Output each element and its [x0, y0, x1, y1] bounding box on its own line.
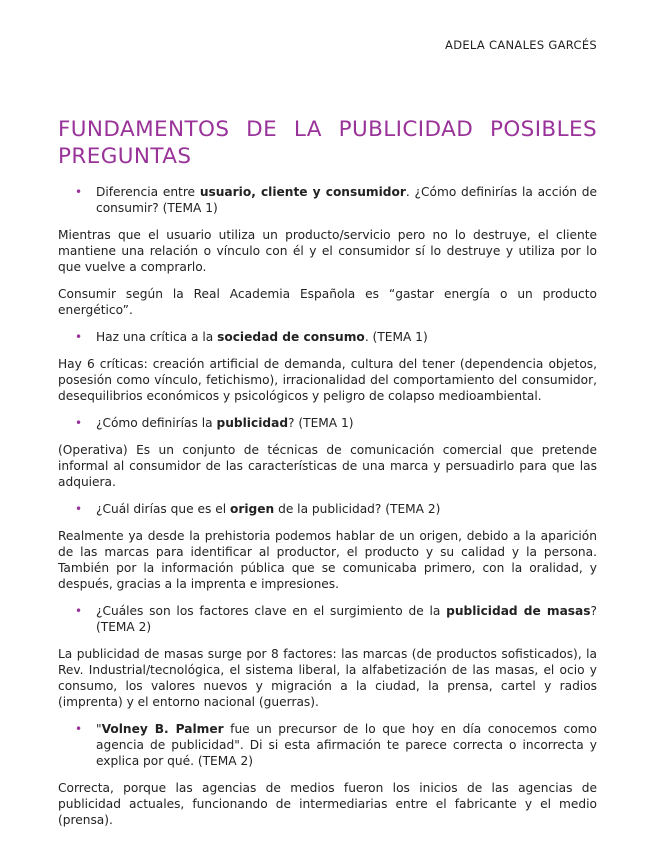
answer-paragraph: Realmente ya desde la prehistoria podemos hablar de un origen, debido a la aparición de las marcas para identificar al productor, el producto y su calidad y la persona. También por la información pública que se comunicaba primero, con la oralidad, y después, gracias a la imprenta e impresiones. [58, 529, 597, 591]
answer-paragraph: Hay 6 críticas: creación artificial de demanda, cultura del tener (dependencia objetos, posesión como vínculo, fetichismo), irracionalidad del comportamiento del consumidor, desequilibrios económicos y psicológicos y peligro de colapso medioambiental. [58, 357, 597, 403]
bullet-icon: • [75, 502, 83, 516]
answer-paragraph: Mientras que el usuario utiliza un producto/servicio pero no lo destruye, el cliente mantiene una relación o vínculo con él y el consumidor sí lo destruye y utiliza por lo que vuelve a comprarlo. [58, 228, 597, 274]
question-text: fue un precursor de lo que hoy en día conocemos como agencia de publicidad". Di si esta afirmación te parece correcta o incorrecta y explica por qué. (TEMA 2) [96, 722, 597, 768]
question-text: . ¿Cómo definirías la acción de consumir? (TEMA 1) [96, 185, 597, 215]
bullet-icon: • [75, 604, 83, 618]
answer-paragraph: Correcta, porque las agencias de medios fueron los inicios de las agencias de publicidad actuales, funcionando de intermediarias entre el fabricante y el medio (prensa). [58, 781, 597, 827]
question-text: de la publicidad? (TEMA 2) [274, 502, 441, 516]
question-keyword: Volney B. Palmer [101, 722, 224, 736]
question-keyword: origen [229, 502, 275, 516]
question-item [58, 721, 597, 769]
question-text: " [96, 722, 102, 736]
question-text: ¿Cómo definirías la [96, 416, 217, 430]
document-title: FUNDAMENTOS DE LA PUBLICIDAD POSIBLES PREGUNTAS [58, 117, 597, 169]
bullet-icon: • [75, 330, 83, 344]
question-keyword: usuario, cliente y consumidor [199, 185, 406, 199]
question-keyword: publicidad [216, 416, 289, 430]
question-keyword: publicidad de masas [446, 604, 591, 618]
bullet-icon: • [75, 185, 83, 199]
question-text: ? (TEMA 1) [288, 416, 354, 430]
question-keyword: sociedad de consumo [217, 330, 365, 344]
answer-paragraph: (Operativa) Es un conjunto de técnicas de comunicación comercial que pretende informal al consumidor de las características de una marca y persuadirlo para que las adquiera. [58, 443, 597, 489]
question-text: ? (TEMA 2) [96, 604, 598, 634]
page-header-author: ADELA CANALES GARCÉS [445, 38, 597, 52]
question-text: Haz una crítica a la [96, 330, 218, 344]
bullet-icon: • [75, 722, 83, 736]
question-text: ¿Cuál dirías que es el [96, 502, 230, 516]
question-item [58, 415, 597, 431]
question-text: ¿Cuáles son los factores clave en el surgimiento de la [96, 604, 447, 618]
question-item [58, 184, 597, 216]
question-text: Diferencia entre [96, 185, 200, 199]
question-item [58, 501, 597, 517]
answer-paragraph: Consumir según la Real Academia Española es “gastar energía o un producto energético”. [58, 287, 597, 317]
document-body [58, 116, 597, 839]
question-text: . (TEMA 1) [364, 330, 428, 344]
bullet-icon: • [75, 416, 83, 430]
answer-paragraph: La publicidad de masas surge por 8 factores: las marcas (de productos sofisticados), la Rev. Industrial/tecnológica, el sistema liberal, la alfabetización de las masas, el ocio y consumo, los valores nuevos y migración a la ciudad, la prensa, cartel y radios (imprenta) y el entorno nacional (guerras). [58, 647, 597, 709]
question-item [58, 329, 597, 345]
question-item [58, 603, 597, 635]
